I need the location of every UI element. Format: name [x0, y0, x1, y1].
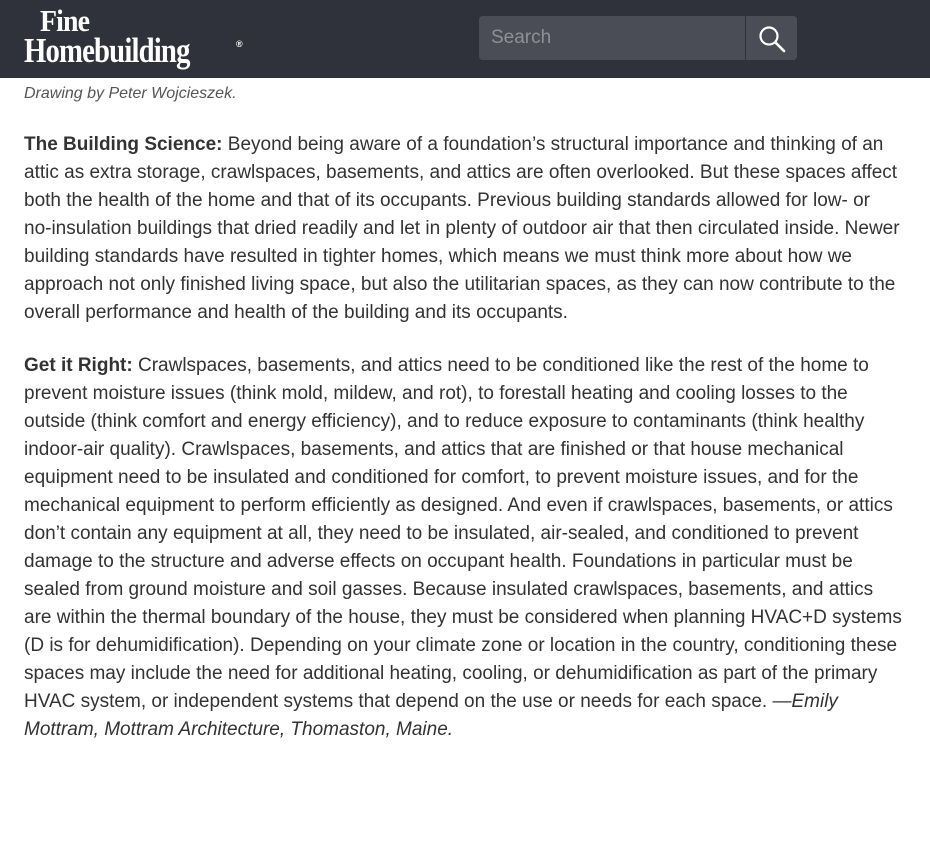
logo-line-homebuilding: Homebuilding — [24, 31, 190, 70]
logo-line-fine: Fine — [40, 3, 90, 38]
section-heading: The Building Science: — [24, 134, 223, 155]
paragraph-building-science — [24, 131, 902, 327]
magnifying-glass-icon — [758, 25, 786, 53]
image-caption: Drawing by Peter Wojcieszek. — [24, 85, 237, 102]
site-logo[interactable] — [24, 3, 244, 70]
author-attribution: —Emily Mottram, Mottram Architecture, Thomaston, Maine. — [24, 691, 838, 740]
paragraph-text: Beyond being aware of a foundation’s structural importance and thinking of an attic as extra storage, crawlspaces, basements, and attics are often overlooked. But these spaces affect both the health of the home and that of its occupants. Previous building standards allowed for low- or no-insulation buildings that dried readily and let in plenty of outdoor air that then circulated inside. Newer building standards have resulted in tighter homes, which means we must think more about how we approach not only finished living space, but also the utilitarian spaces, as they can now contribute to the overall performance and health of the building and its occupants. — [24, 134, 900, 323]
search-button[interactable] — [745, 16, 797, 60]
search-bar — [479, 16, 797, 60]
section-heading: Get it Right: — [24, 355, 133, 376]
paragraph-get-it-right — [24, 352, 902, 744]
site-header — [0, 0, 930, 78]
paragraph-text: Crawlspaces, basements, and attics need to be conditioned like the rest of the home to prevent moisture issues (think mold, mildew, and rot), to forestall heating and cooling losses to the outside (think comfort and energy efficiency), and to reduce exposure to contaminants (think healthy indoor-air quality). Crawlspaces, basements, and attics that are finished or that house mechanical equipment need to be insulated and conditioned for comfort, to prevent moisture issues, and for the mechanical equipment to perform efficiently as designed. And even if crawlspaces, basements, or attics don’t contain any equipment at all, they need to be insulated, air-sealed, and conditioned to prevent damage to the structure and adverse effects on occupant health. Foundations in particular must be sealed from ground moisture and soil gasses. Because insulated crawlspaces, basements, and attics are within the thermal boundary of the house, they must be considered when planning HVAC+D systems (D is for dehumidification). Depending on your climate zone or location in the country, conditioning these spaces may include the need for additional heating, cooling, or dehumidification as part of the primary HVAC system, or independent systems that depend on the use or needs for each space. — [24, 355, 902, 712]
registered-mark: ® — [236, 39, 243, 49]
article-body — [24, 131, 902, 769]
search-input[interactable] — [479, 16, 745, 60]
